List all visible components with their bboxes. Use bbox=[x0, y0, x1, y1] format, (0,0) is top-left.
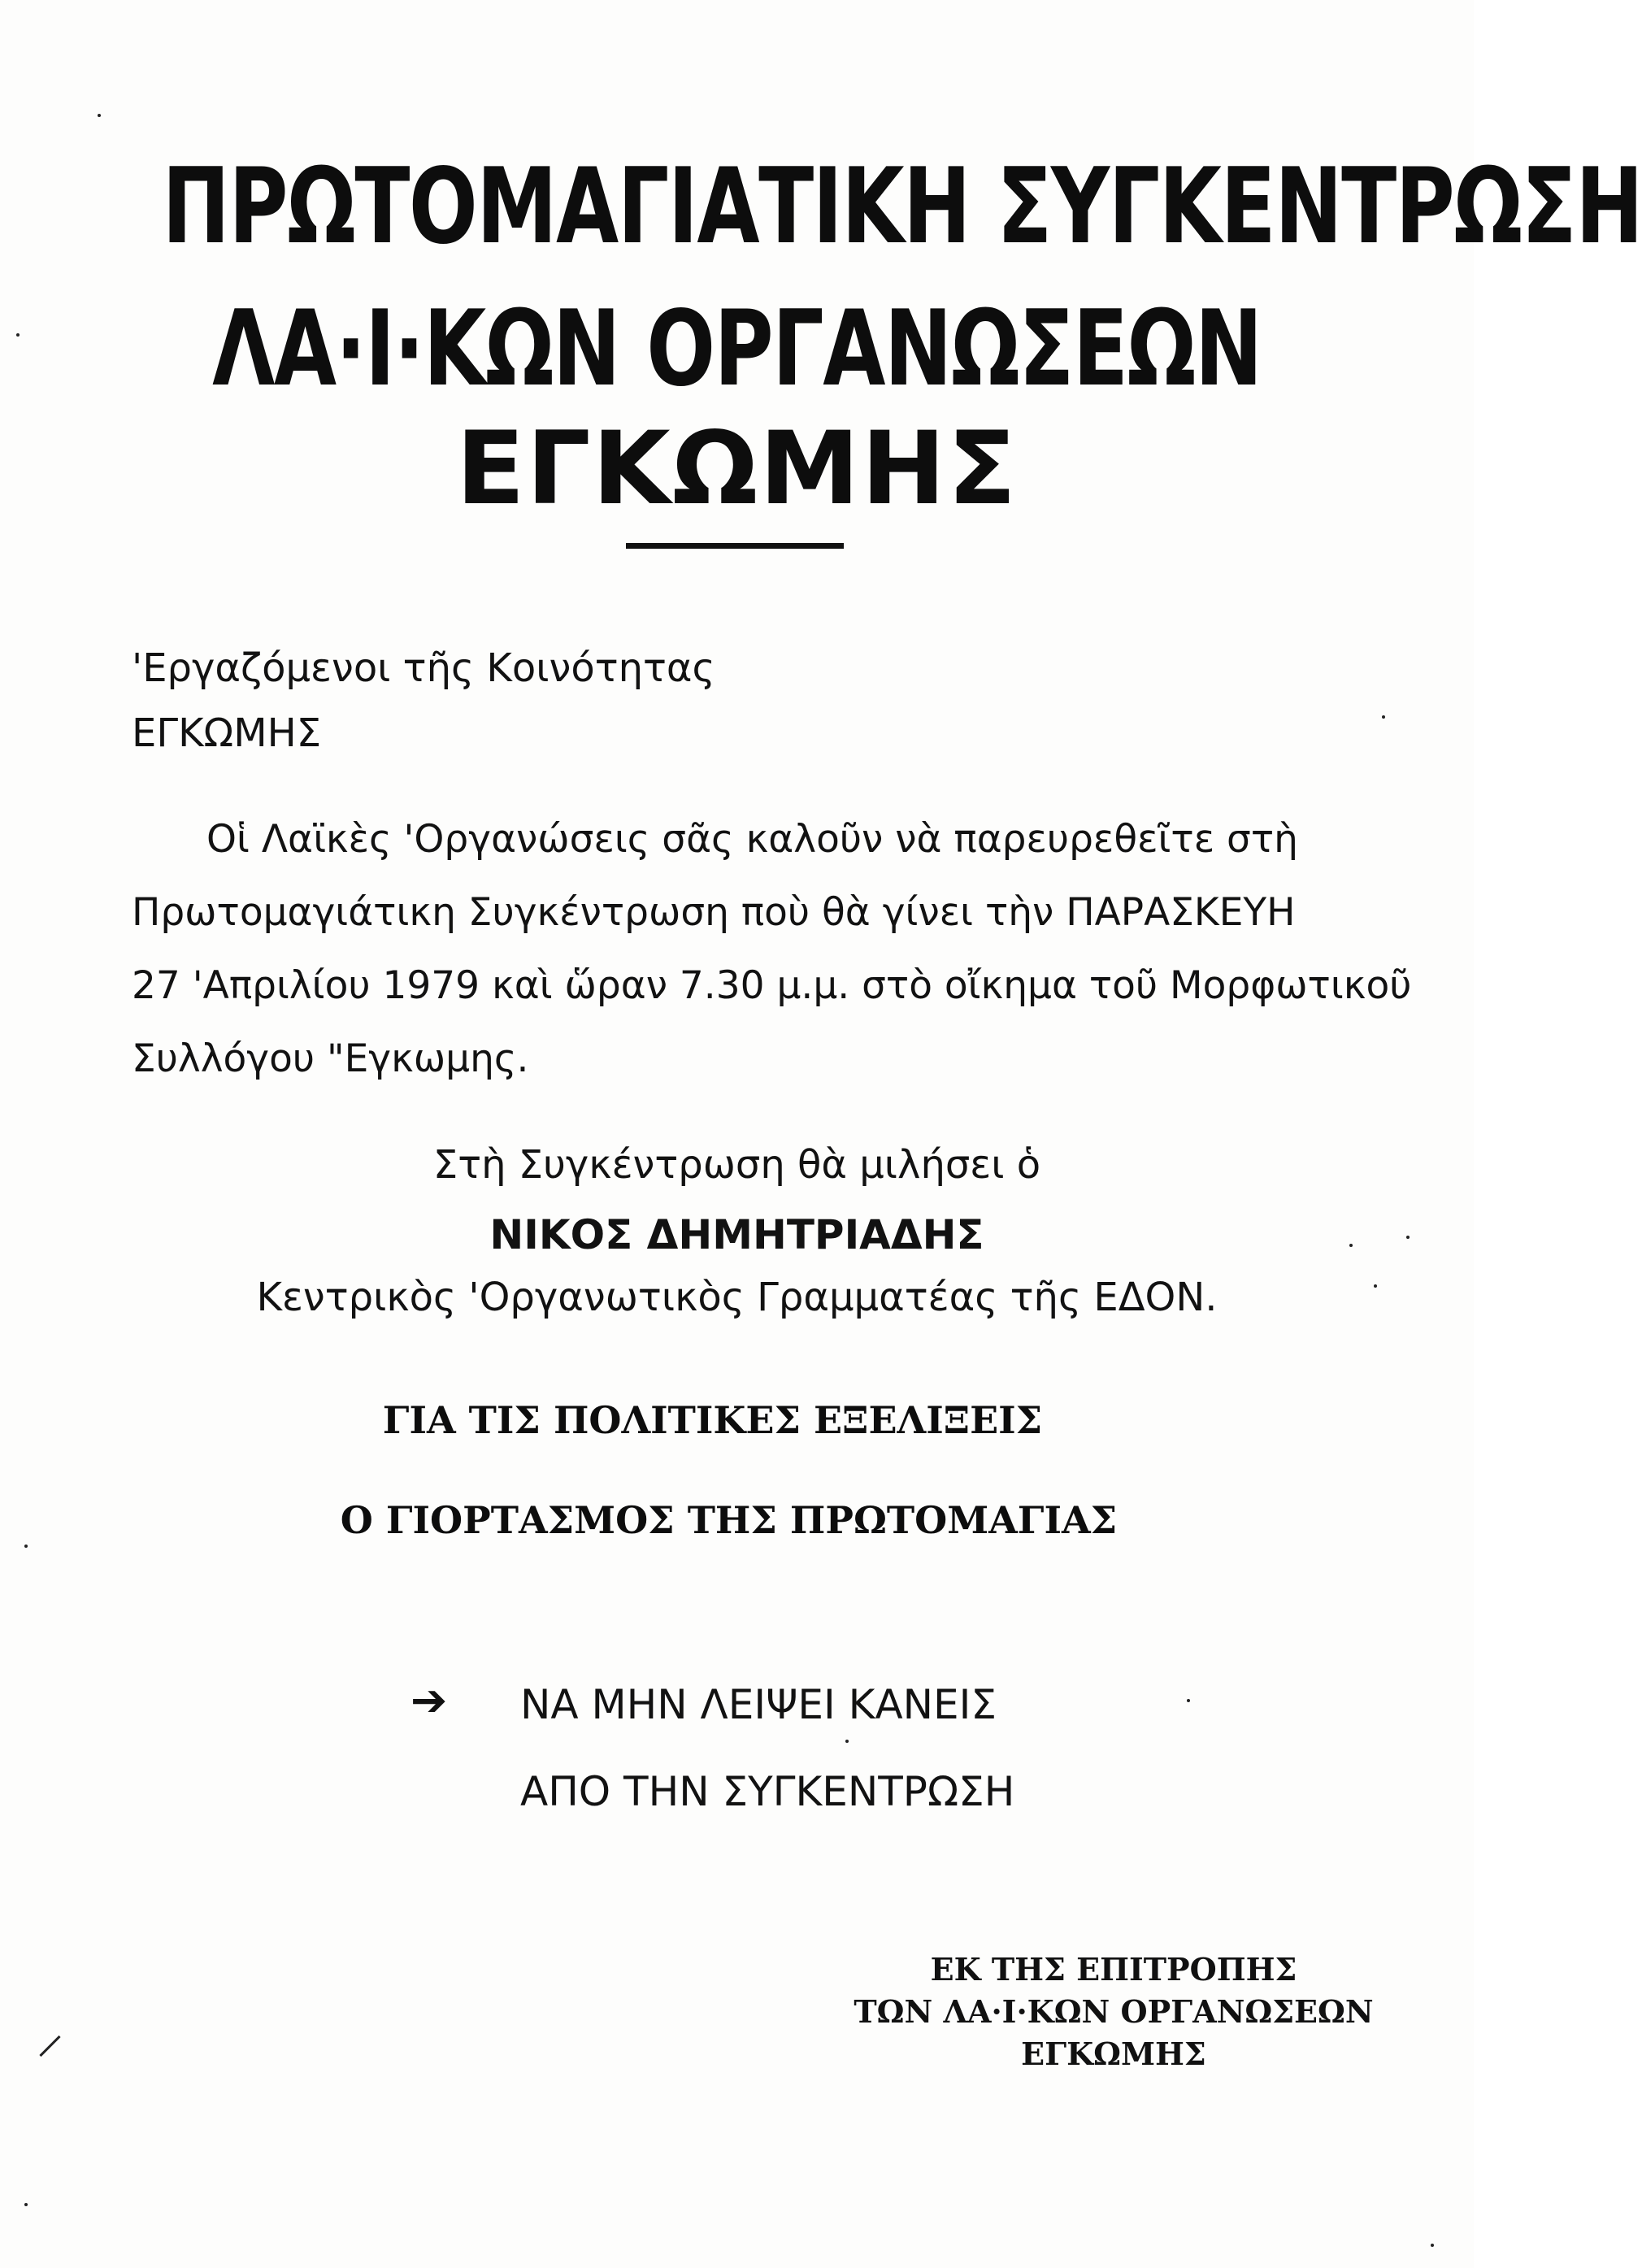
invitation-line: Πρωτομαγιάτικη Συγκέντρωση ποὺ θὰ γίνει τὴν ΠΑΡΑΣΚΕΥΗ bbox=[132, 890, 1296, 935]
greeting-line: 'Εργαζόμενοι τῆς Κοινότητας bbox=[132, 645, 715, 691]
call-to-action-line-2: ΑΠΟ ΤΗΝ ΣΥΓΚΕΝΤΡΩΣΗ bbox=[520, 1768, 1015, 1815]
title-line-2: ΛΑ·Ι·ΚΩΝ ΟΡΓΑΝΩΣΕΩΝ bbox=[212, 289, 1262, 410]
scan-speck bbox=[1406, 1236, 1410, 1239]
topic-mayday: Ο ΓΙΟΡΤΑΣΜΟΣ ΤΗΣ ΠΡΩΤΟΜΑΓΙΑΣ bbox=[340, 1498, 1118, 1542]
scan-speck bbox=[1374, 1284, 1377, 1288]
invitation-line: Συλλόγου "Εγκωμης. bbox=[132, 1036, 529, 1081]
topic-political: ΓΙΑ ΤΙΣ ΠΟΛΙΤΙΚΕΣ ΕΞΕΛΙΞΕΙΣ bbox=[382, 1398, 1043, 1442]
scan-speck bbox=[24, 1545, 28, 1548]
signature-line-3: ΕΓΚΩΜΗΣ bbox=[1021, 2036, 1206, 2072]
call-to-action-line-1: ΝΑ ΜΗΝ ΛΕΙΨΕΙ ΚΑΝΕΙΣ bbox=[520, 1681, 997, 1728]
scan-mark bbox=[39, 2036, 60, 2057]
scan-speck bbox=[98, 114, 101, 117]
invitation-line: 27 'Απριλίου 1979 καὶ ὥραν 7.30 μ.μ. στὸ οἴκημα τοῦ Μορφωτικοῦ bbox=[132, 963, 1412, 1008]
invitation-paragraph bbox=[132, 803, 1412, 1096]
scan-speck bbox=[24, 2203, 28, 2206]
arrow-right-icon: ➔ bbox=[410, 1675, 448, 1726]
speaker-role: Κεντρικὸς 'Οργανωτικὸς Γραμματέας τῆς ΕΔΟΝ. bbox=[256, 1275, 1218, 1320]
scan-speck bbox=[1382, 715, 1385, 719]
scan-speck bbox=[1431, 2244, 1434, 2247]
speaker-intro: Στὴ Συγκέντρωση θὰ μιλήσει ὁ bbox=[432, 1142, 1041, 1188]
scan-speck bbox=[1187, 1699, 1190, 1702]
greeting-town: ΕΓΚΩΜΗΣ bbox=[132, 710, 322, 756]
signature-line-1: ΕΚ ΤΗΣ ΕΠΙΤΡΟΠΗΣ bbox=[930, 1951, 1297, 1988]
invitation-line: Οἱ Λαϊκὲς 'Οργανώσεις σᾶς καλοῦν νὰ παρευρεθεῖτε στὴ bbox=[206, 817, 1298, 862]
speaker-name: ΝΙΚΟΣ ΔΗΜΗΤΡΙΑΔΗΣ bbox=[489, 1211, 984, 1258]
title-line-3: ΕΓΚΩΜΗΣ bbox=[455, 411, 1019, 528]
title-line-1: ΠΡΩΤΟΜΑΓΙΑΤΙΚΗ ΣΥΓΚΕΝΤΡΩΣΗ bbox=[162, 146, 1642, 267]
scan-speck bbox=[845, 1740, 849, 1743]
title-underline bbox=[626, 543, 844, 549]
signature-line-2: ΤΩΝ ΛΑ·Ι·ΚΩΝ ΟΡΓΑΝΩΣΕΩΝ bbox=[854, 1993, 1374, 2030]
scan-speck bbox=[1349, 1244, 1353, 1247]
scan-speck bbox=[16, 333, 20, 337]
